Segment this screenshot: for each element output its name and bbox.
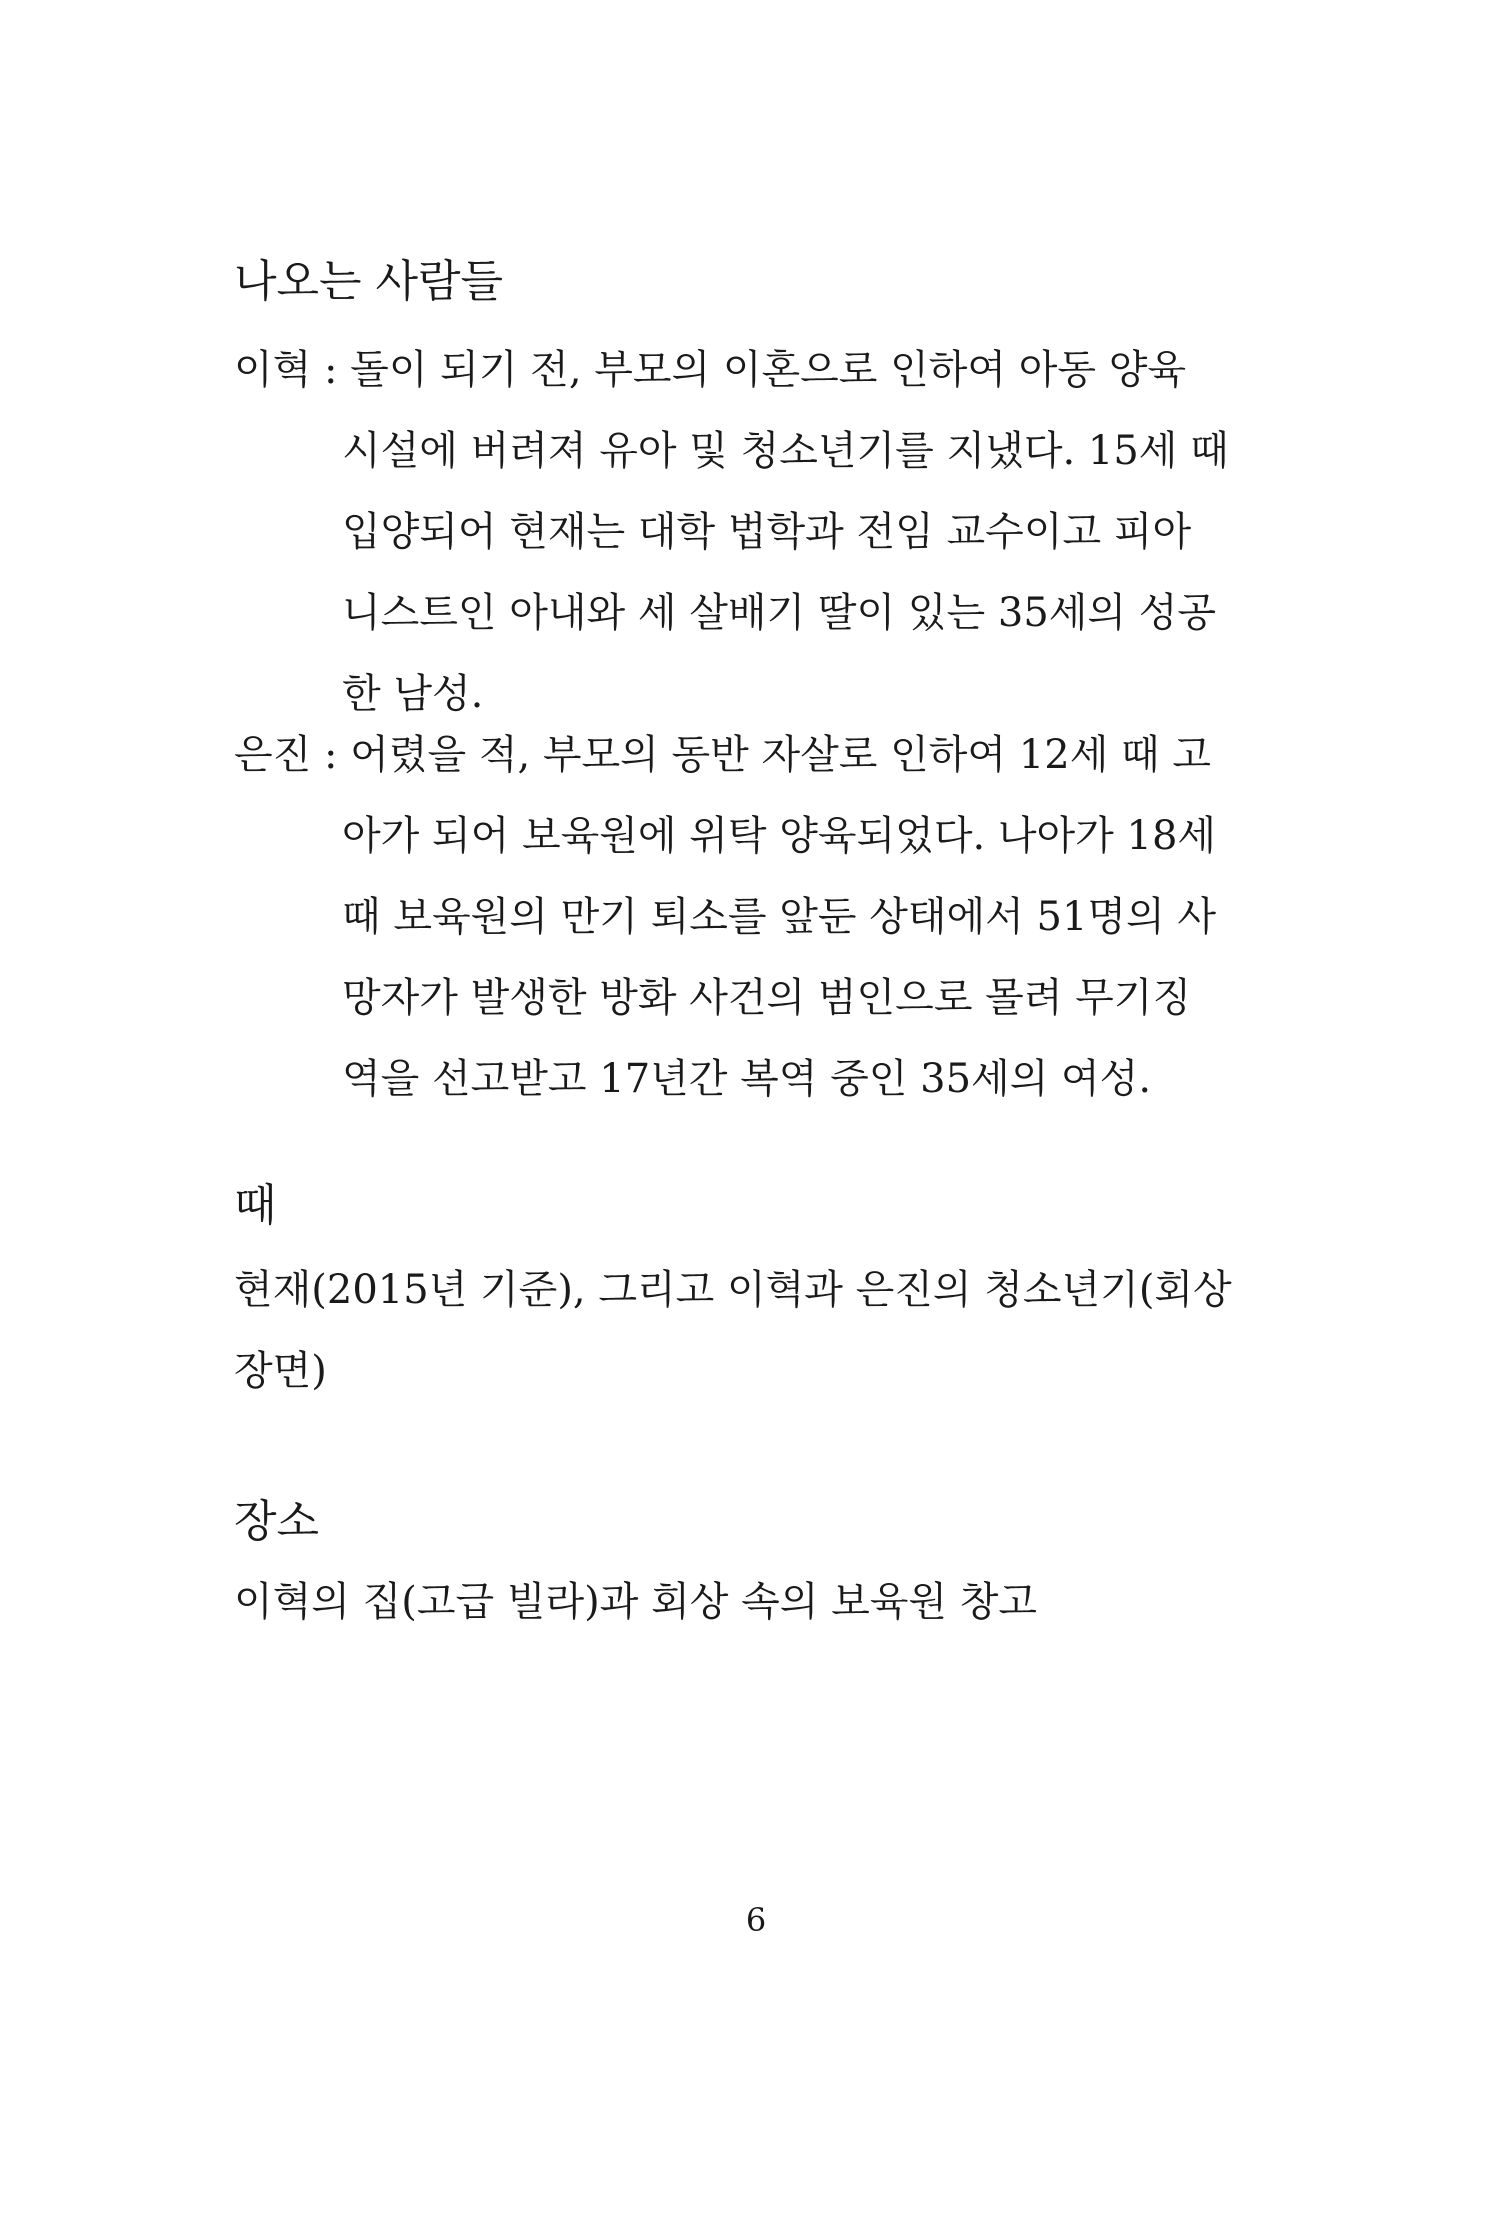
time-heading: 때: [234, 1180, 277, 1231]
page-number: 6: [745, 1901, 767, 1939]
characters-heading: 나오는 사람들: [234, 256, 504, 307]
entry-line: 니스트인 아내와 세 살배기 딸이 있는 35세의 성공: [342, 590, 1217, 636]
entry-line: 역을 선고받고 17년간 복역 중인 35세의 여성.: [342, 1056, 1152, 1102]
entry-line: 입양되어 현재는 대학 법학과 전임 교수이고 피아: [342, 509, 1192, 555]
time-paragraph: [234, 1250, 1232, 1412]
entry-line: 아가 되어 보육원에 위탁 양육되었다. 나아가 18세: [342, 813, 1217, 859]
entry-line: 시설에 버려져 유아 및 청소년기를 지냈다. 15세 때: [342, 428, 1229, 474]
character-entry-lee-hyuk: [234, 330, 1229, 735]
entry-line: 이혁 : 돌이 되기 전, 부모의 이혼으로 인하여 아동 양육: [234, 347, 1187, 393]
entry-line: 망자가 발생한 방화 사건의 범인으로 몰려 무기징: [342, 975, 1192, 1021]
place-paragraph: [234, 1562, 1174, 1643]
entry-line: 한 남성.: [342, 671, 484, 717]
place-heading: 장소: [234, 1496, 320, 1547]
paragraph-line: 현재(2015년 기준), 그리고 이혁과 은진의 청소년기(회상: [234, 1267, 1232, 1313]
entry-line: 은진 : 어렸을 적, 부모의 동반 자살로 인하여 12세 때 고: [234, 732, 1212, 778]
paragraph-line: 장면): [234, 1348, 327, 1394]
paragraph-line: 이혁의 집(고급 빌라)과 회상 속의 보육원 창고: [234, 1579, 1038, 1625]
character-entry-eun-jin: [234, 715, 1217, 1120]
entry-line: 때 보육원의 만기 퇴소를 앞둔 상태에서 51명의 사: [342, 894, 1217, 940]
